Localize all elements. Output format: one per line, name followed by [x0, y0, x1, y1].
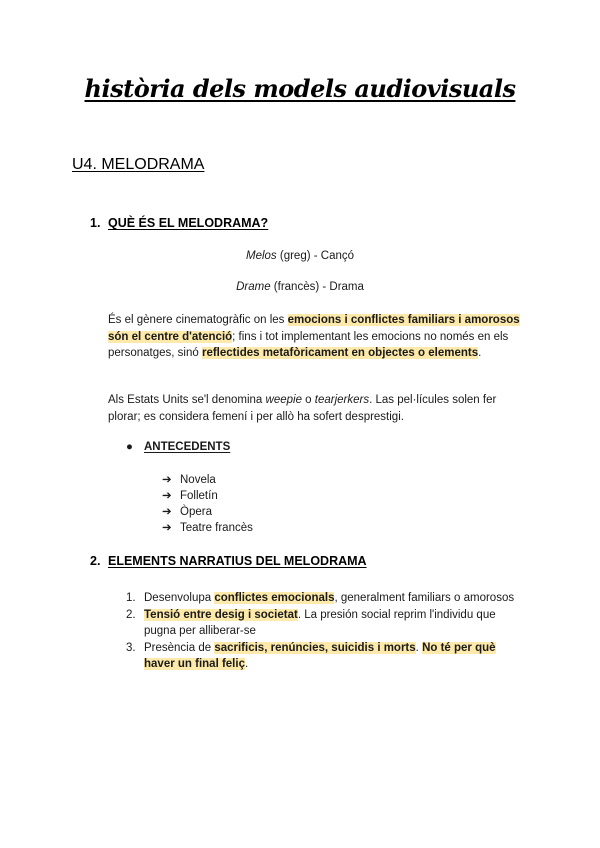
- highlight-emotions: emocions i conflictes familiars i amorosos són el centre d'atenció: [108, 314, 520, 343]
- weepie-paragraph: Als Estats Units se'l denomina weepie o tearjerkers. Las pel·lícules solen fer plorar; es considera femení i per allò ha sofert desprestigi.: [108, 394, 497, 423]
- drame-meaning: (francès) - Drama: [270, 281, 364, 293]
- section-2-title: ELEMENTS NARRATIUS DEL MELODRAMA: [108, 554, 367, 568]
- arrow-right-icon: ➔: [162, 522, 172, 534]
- list-item: ➔ Teatre francès: [162, 522, 253, 534]
- list-item: 2. Tensió entre desig i societat. La presión social reprim l'individu que pugna per alliberar-se: [126, 609, 496, 637]
- list-item: 1. Desenvolupa conflictes emocionals, generalment familiars o amorosos: [126, 592, 515, 604]
- tearjerkers-term: tearjerkers: [314, 394, 370, 406]
- antecedents-list: [162, 472, 253, 536]
- document-title: història dels models audiovisuals: [84, 74, 516, 103]
- narrative-elements-list: [126, 590, 526, 673]
- section-1-number: 1.: [90, 216, 101, 230]
- list-item: ➔ Òpera: [162, 506, 212, 518]
- list-item: ➔ Novela: [162, 474, 216, 486]
- section-1-title: QUÈ ÉS EL MELODRAMA?: [108, 216, 269, 230]
- arrow-right-icon: ➔: [162, 490, 172, 502]
- drame-definition: [0, 281, 600, 293]
- melos-meaning: (greg) - Cançó: [276, 250, 355, 262]
- antecedents-bullet: [126, 441, 230, 453]
- definition-paragraph: És el gènere cinematogràfic on les emocions i conflictes familiars i amorosos són el centre d'atenció; fins i tot implementant les emocions no només en els personatges, sinó reflectides metafòricament en objectes o elements.: [108, 314, 520, 359]
- drame-word: Drame: [236, 281, 271, 293]
- highlight-sacrifices: sacrificis, renúncies, suicidis i morts: [214, 642, 416, 654]
- melos-word: Melos: [245, 250, 277, 262]
- highlight-conflicts: conflictes emocionals: [214, 592, 335, 604]
- highlight-tension: Tensió entre desig i societat: [144, 609, 298, 621]
- bullet-dot-icon: ●: [126, 441, 133, 453]
- section-1-heading: [90, 216, 268, 230]
- highlight-ending: No té per què haver un final feliç: [144, 642, 496, 670]
- highlight-metaphor: reflectides metafòricament en objectes o elements: [201, 347, 479, 359]
- arrow-right-icon: ➔: [162, 474, 172, 486]
- unit-heading: U4. MELODRAMA: [72, 156, 205, 173]
- antecedents-label: ANTECEDENTS: [144, 441, 231, 453]
- weepie-term: weepie: [265, 394, 302, 406]
- section-2-heading: [90, 554, 367, 568]
- melos-definition: [0, 250, 600, 262]
- section-2-number: 2.: [90, 554, 101, 568]
- list-item: 3. Presència de sacrificis, renúncies, suicidis i morts. No té per què haver un final feliç.: [126, 642, 496, 670]
- arrow-right-icon: ➔: [162, 506, 172, 518]
- list-item: ➔ Folletín: [162, 490, 218, 502]
